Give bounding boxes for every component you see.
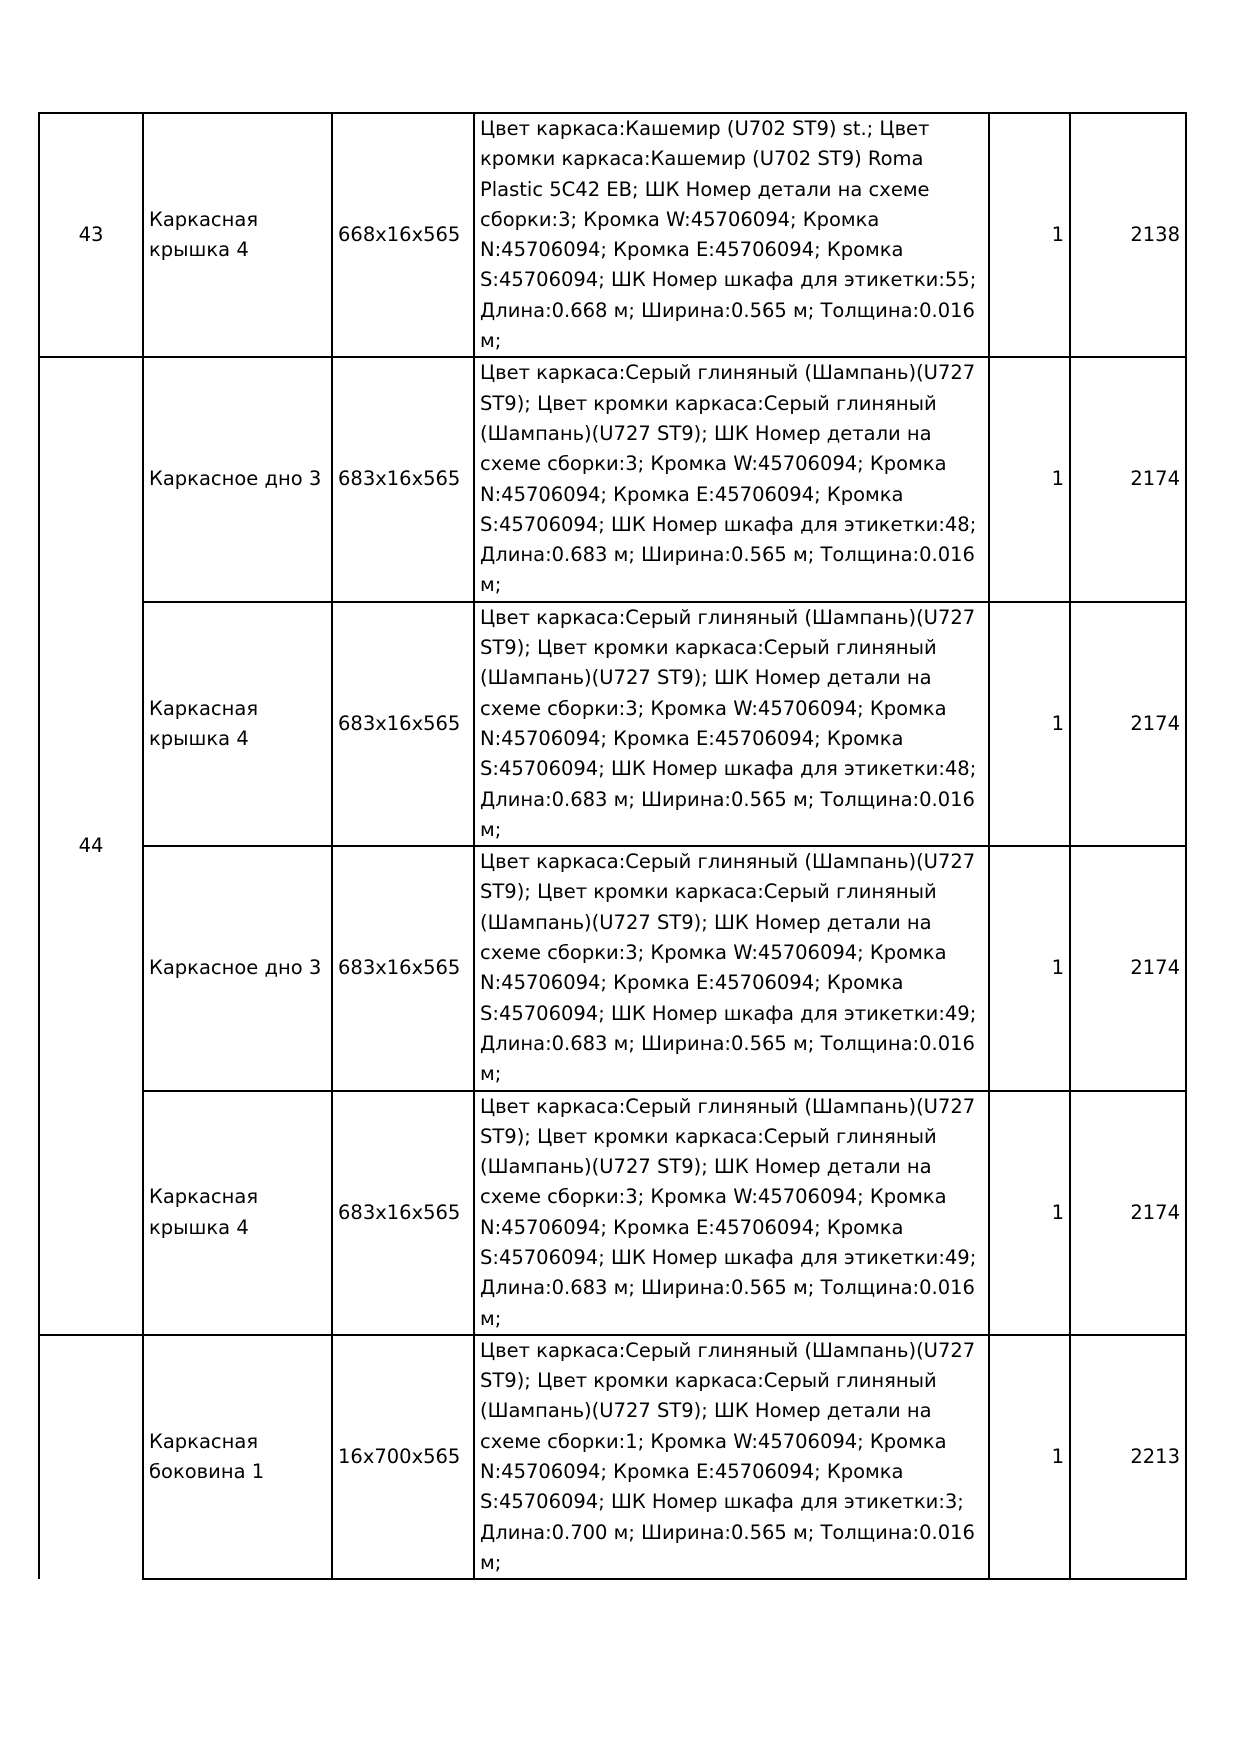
part-description: Цвет каркаса:Серый глиняный (Шампань)(U727 ST9); Цвет кромки каркаса:Серый глиняный (Шампань)(U727 ST9); ШК Номер детали на схеме сборки:1; Кромка W:45706094; Кромка N:45706094; Кромка E:45706094; Кромка S:45706094; ШК Номер шкафа для этикетки:3; Длина:0.700 м; Ширина:0.565 м; Толщина:0.016 м;: [474, 1335, 989, 1579]
part-dimensions: 683x16x565: [332, 357, 474, 601]
part-description: Цвет каркаса:Серый глиняный (Шампань)(U727 ST9); Цвет кромки каркаса:Серый глиняный (Шампань)(U727 ST9); ШК Номер детали на схеме сборки:3; Кромка W:45706094; Кромка N:45706094; Кромка E:45706094; Кромка S:45706094; ШК Номер шкафа для этикетки:49; Длина:0.683 м; Ширина:0.565 м; Толщина:0.016 м;: [474, 846, 989, 1090]
item-number: 44: [39, 357, 143, 1335]
parts-table: [38, 112, 1187, 1580]
part-name: Каркасная крышка 4: [143, 113, 332, 357]
part-dimensions: 683x16x565: [332, 602, 474, 846]
part-description: Цвет каркаса:Серый глиняный (Шампань)(U727 ST9); Цвет кромки каркаса:Серый глиняный (Шампань)(U727 ST9); ШК Номер детали на схеме сборки:3; Кромка W:45706094; Кромка N:45706094; Кромка E:45706094; Кромка S:45706094; ШК Номер шкафа для этикетки:48; Длина:0.683 м; Ширина:0.565 м; Толщина:0.016 м;: [474, 357, 989, 601]
part-code: 2174: [1070, 846, 1186, 1090]
part-quantity: 1: [989, 602, 1070, 846]
item-number: 43: [39, 113, 143, 357]
part-quantity: 1: [989, 1091, 1070, 1335]
item-number: [39, 1335, 143, 1579]
part-dimensions: 683x16x565: [332, 846, 474, 1090]
part-code: 2213: [1070, 1335, 1186, 1579]
part-description: Цвет каркаса:Кашемир (U702 ST9) st.; Цвет кромки каркаса:Кашемир (U702 ST9) Roma Plastic 5C42 EB; ШК Номер детали на схеме сборки:3; Кромка W:45706094; Кромка N:45706094; Кромка E:45706094; Кромка S:45706094; ШК Номер шкафа для этикетки:55; Длина:0.668 м; Ширина:0.565 м; Толщина:0.016 м;: [474, 113, 989, 357]
part-dimensions: 16x700x565: [332, 1335, 474, 1579]
part-quantity: 1: [989, 113, 1070, 357]
part-dimensions: 683x16x565: [332, 1091, 474, 1335]
part-name: Каркасная боковина 1: [143, 1335, 332, 1579]
part-dimensions: 668x16x565: [332, 113, 474, 357]
part-quantity: 1: [989, 357, 1070, 601]
part-code: 2174: [1070, 1091, 1186, 1335]
part-quantity: 1: [989, 846, 1070, 1090]
part-code: 2174: [1070, 357, 1186, 601]
table-row: [39, 602, 1186, 846]
table-row: [39, 357, 1186, 601]
table-row: [39, 113, 1186, 357]
part-description: Цвет каркаса:Серый глиняный (Шампань)(U727 ST9); Цвет кромки каркаса:Серый глиняный (Шампань)(U727 ST9); ШК Номер детали на схеме сборки:3; Кромка W:45706094; Кромка N:45706094; Кромка E:45706094; Кромка S:45706094; ШК Номер шкафа для этикетки:49; Длина:0.683 м; Ширина:0.565 м; Толщина:0.016 м;: [474, 1091, 989, 1335]
part-name: Каркасная крышка 4: [143, 602, 332, 846]
part-code: 2174: [1070, 602, 1186, 846]
part-code: 2138: [1070, 113, 1186, 357]
part-description: Цвет каркаса:Серый глиняный (Шампань)(U727 ST9); Цвет кромки каркаса:Серый глиняный (Шампань)(U727 ST9); ШК Номер детали на схеме сборки:3; Кромка W:45706094; Кромка N:45706094; Кромка E:45706094; Кромка S:45706094; ШК Номер шкафа для этикетки:48; Длина:0.683 м; Ширина:0.565 м; Толщина:0.016 м;: [474, 602, 989, 846]
table-row: [39, 1091, 1186, 1335]
table-row: [39, 846, 1186, 1090]
part-name: Каркасная крышка 4: [143, 1091, 332, 1335]
part-quantity: 1: [989, 1335, 1070, 1579]
part-name: Каркасное дно 3: [143, 357, 332, 601]
part-name: Каркасное дно 3: [143, 846, 332, 1090]
table-row: [39, 1335, 1186, 1579]
